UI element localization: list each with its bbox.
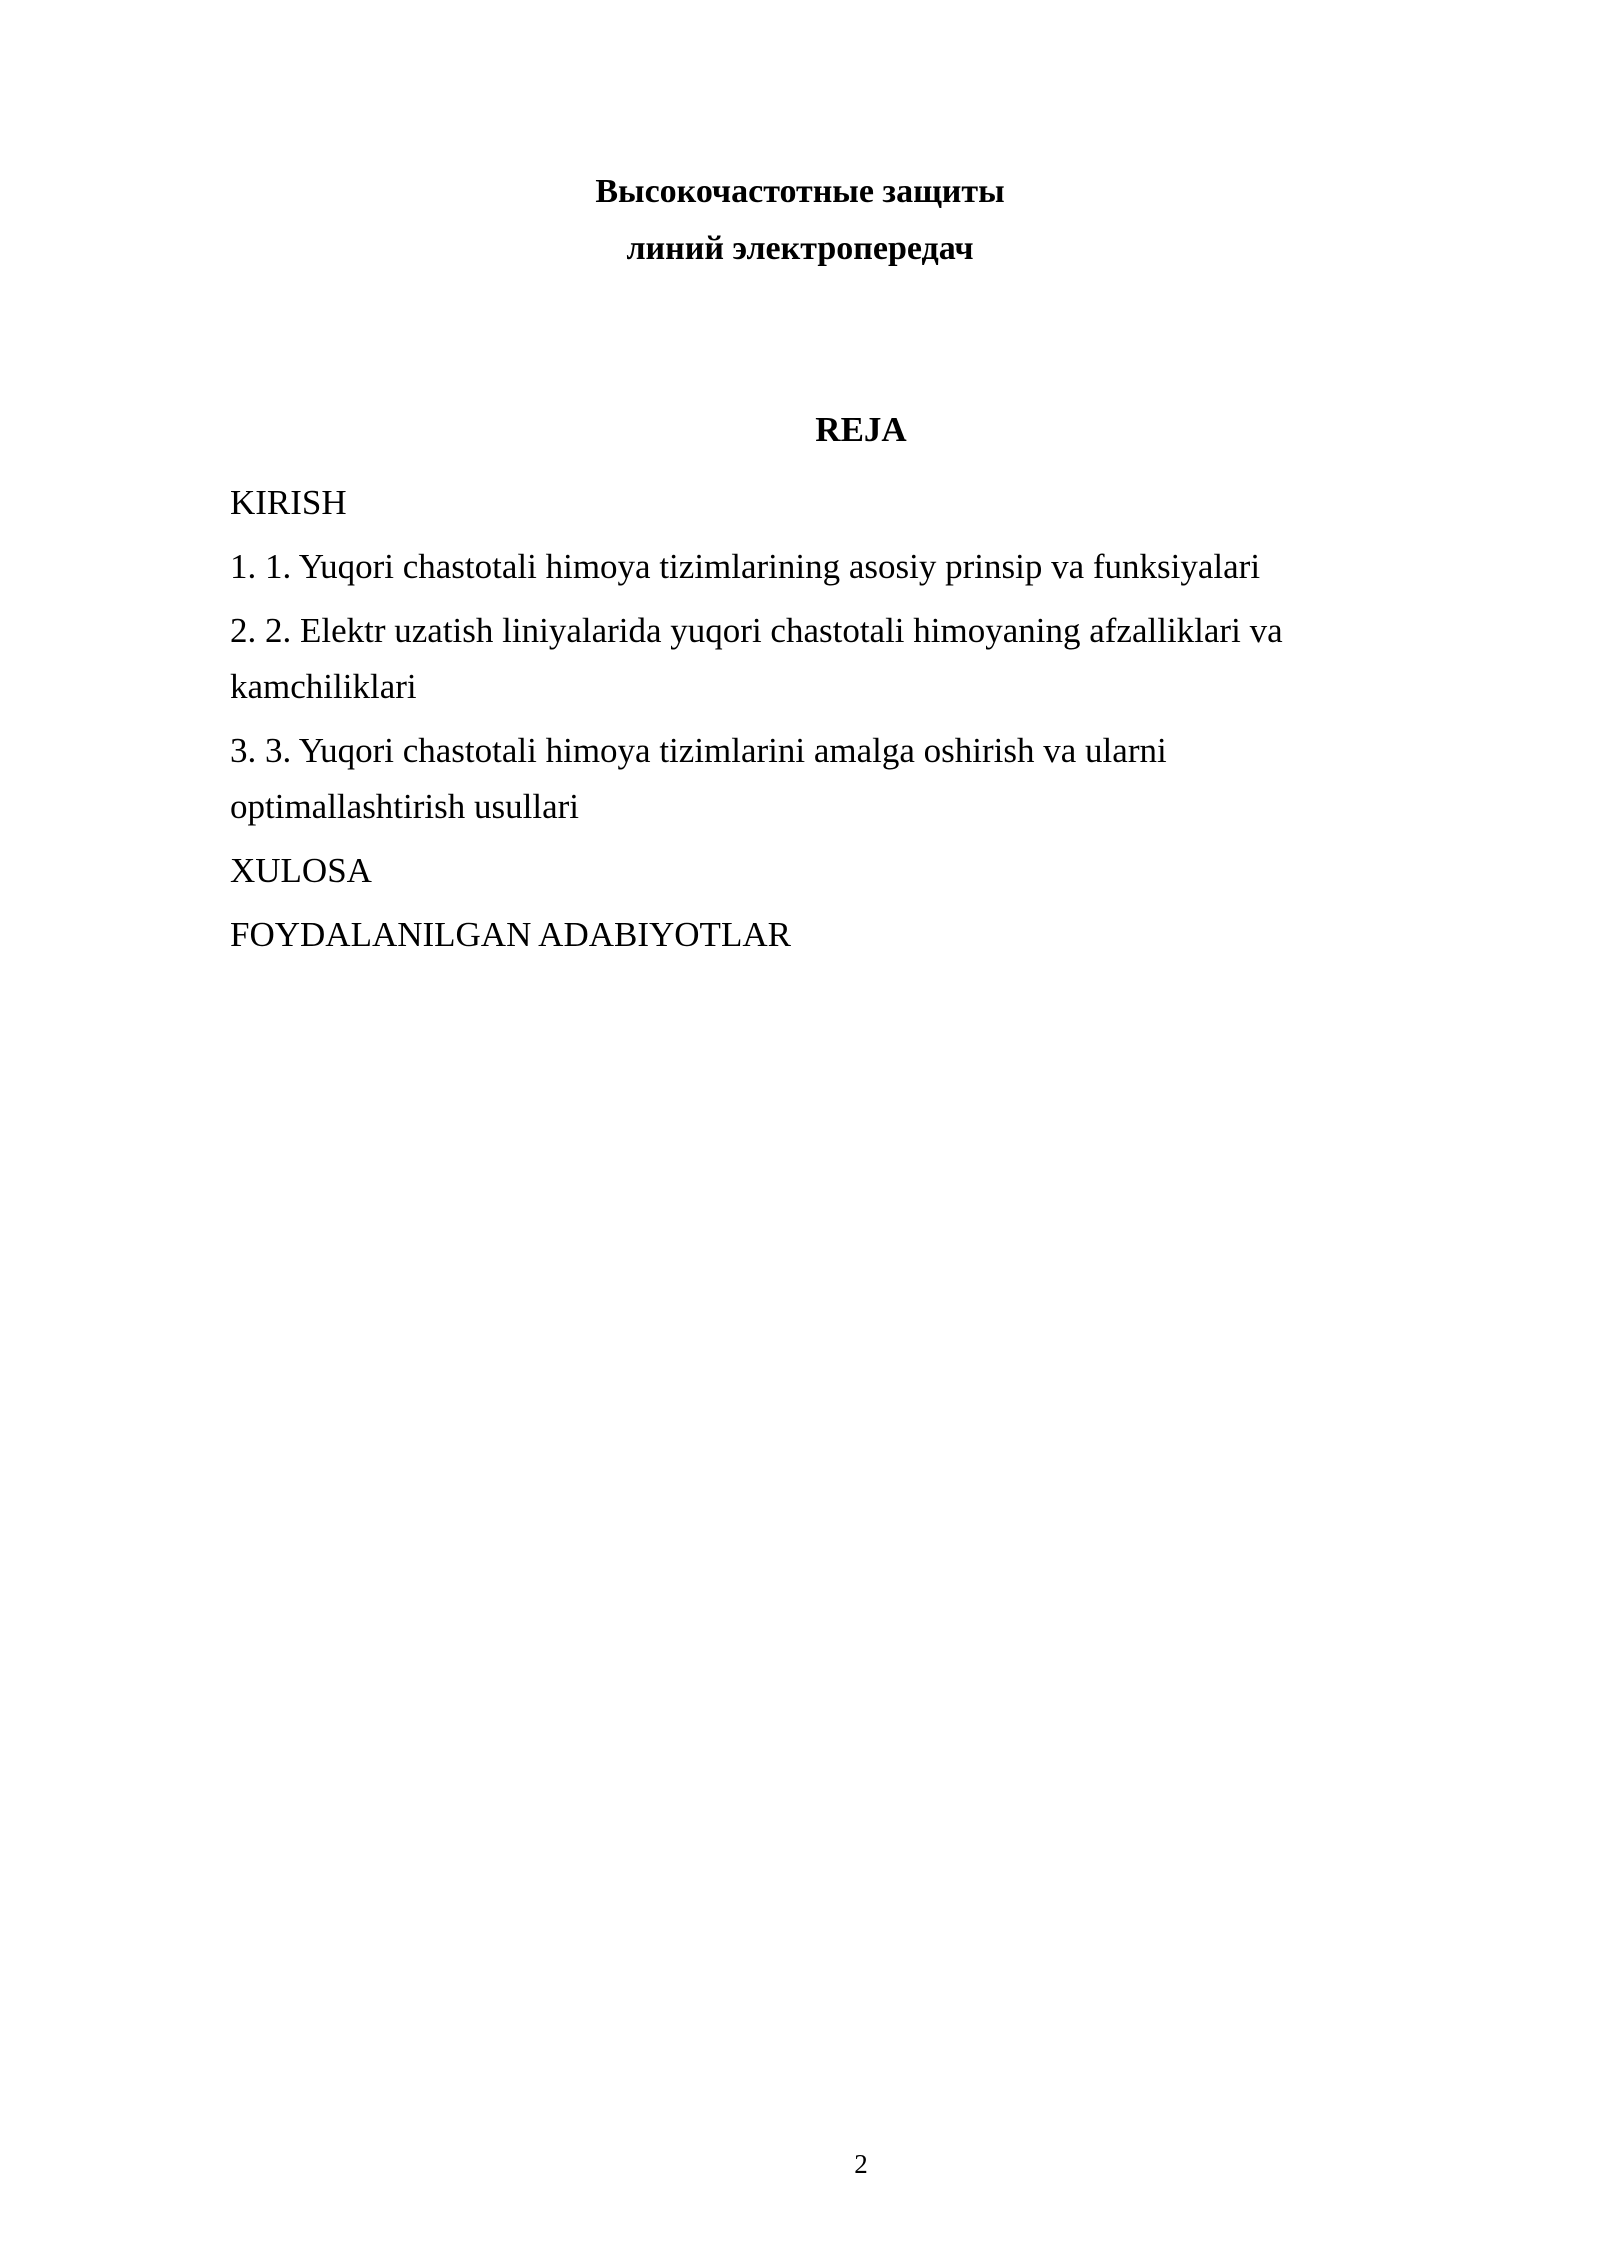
page-number: 2 [854, 2149, 868, 2179]
toc-item-conclusion: XULOSA [230, 851, 372, 890]
toc-item-1: 1. 1. Yuqori chastotali himoya tizimlarining asosiy prinsip va funksiyalari [230, 547, 1261, 586]
document-title-line-2: линий электропередач [626, 230, 974, 267]
document-title [0, 163, 1600, 277]
toc-item-references: FOYDALANILGAN ADABIYOTLAR [230, 915, 791, 954]
toc-heading: REJA [815, 410, 907, 449]
table-of-contents [230, 475, 1380, 971]
toc-item-2: 2. 2. Elektr uzatish liniyalarida yuqori chastotali himoyaning afzalliklari va kamchiliklari [230, 611, 1283, 706]
document-title-line-1: Высокочастотные защиты [595, 173, 1005, 210]
toc-item-3: 3. 3. Yuqori chastotali himoya tizimlarini amalga oshirish va ularni optimallashtirish usullari [230, 731, 1167, 826]
toc-item-introduction: KIRISH [230, 483, 347, 522]
